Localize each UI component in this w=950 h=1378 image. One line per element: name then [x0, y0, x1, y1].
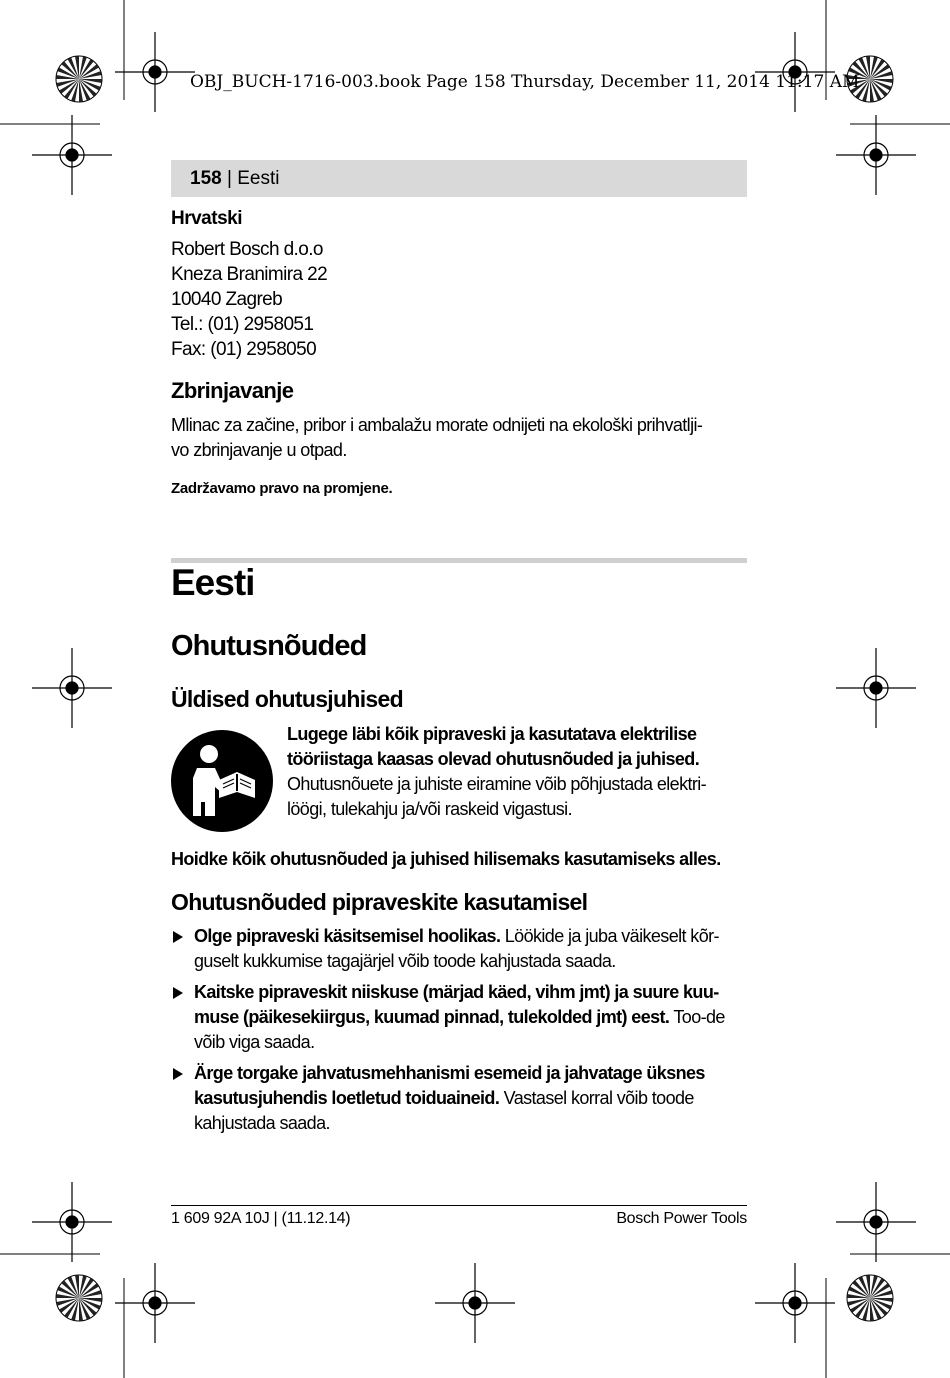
page-header: [190, 168, 279, 190]
crosshair-mark: [115, 32, 195, 112]
crosshair-mark: [435, 1263, 515, 1343]
footer-rule: [171, 1205, 747, 1206]
change-notice: Zadržavamo pravo na promjene.: [171, 480, 393, 497]
warning-line: löögi, tulekahju ja/või raskeid vigastusi.: [287, 799, 572, 819]
list-item: [171, 980, 747, 1055]
address-line: Fax: (01) 2958050: [171, 339, 317, 360]
bullet-triangle-icon: [173, 987, 183, 999]
read-manual-icon: [171, 730, 273, 832]
general-warning-text: [287, 722, 747, 822]
footer-doc-number: 1 609 92A 10J | (11.12.14): [171, 1210, 351, 1227]
safety-heading: Ohutusnõuded: [171, 630, 367, 662]
print-slug: OBJ_BUCH-1716-003.book Page 158 Thursday, December 11, 2014 11:17 AM: [190, 72, 860, 92]
croatia-heading: Hrvatski: [171, 208, 242, 229]
address-line: Kneza Branimira 22: [171, 264, 328, 285]
bullet-text: Vastasel korral võib toode kahjustada saada.: [194, 1088, 694, 1133]
bullet-text: Too-de võib viga saada.: [194, 1007, 725, 1052]
bullet-triangle-icon: [173, 931, 183, 943]
sunburst-mark: [56, 1275, 102, 1321]
address-line: 10040 Zagreb: [171, 289, 283, 310]
bullet-bold: Olge pipraveski käsitsemisel hoolikas.: [194, 926, 501, 946]
bullet-text: Löökide ja juba väikeselt kõr-guselt kukkumise tagajärjel võib toode kahjustada saada.: [194, 926, 719, 971]
crosshair-mark: [32, 1182, 112, 1262]
bullet-bold: Ärge torgake jahvatusmehhanismi esemeid ja jahvatage üksnes kasutusjuhendis loetletud toiduaineid.: [194, 1063, 705, 1108]
sunburst-mark: [847, 1275, 893, 1321]
disposal-text: [171, 413, 747, 463]
disposal-line: vo zbrinjavanje u otpad.: [171, 440, 347, 460]
crosshair-mark: [115, 1263, 195, 1343]
address-line: Tel.: (01) 2958051: [171, 314, 314, 335]
sunburst-mark: [56, 56, 102, 102]
general-safety-heading: Üldised ohutusjuhised: [171, 686, 403, 712]
keep-instructions-note: Hoidke kõik ohutusnõuded ja juhised hilisemaks kasutamiseks alles.: [171, 849, 721, 869]
croatia-address: [171, 237, 327, 362]
crosshair-mark: [32, 648, 112, 728]
crosshair-mark: [32, 115, 112, 195]
disposal-line: Mlinac za začine, pribor i ambalažu morate odnijeti na ekološki prihvatlji-: [171, 415, 703, 435]
address-line: Robert Bosch d.o.o: [171, 239, 323, 260]
crosshair-mark: [836, 648, 916, 728]
disposal-heading: Zbrinjavanje: [171, 378, 294, 403]
list-item: [171, 924, 747, 974]
bullet-bold: Kaitske pipraveskit niiskuse (märjad käed, vihm jmt) ja suure kuu-muse (päikesekiirgus, kuumad pinnad, tulekolded jmt) eest.: [194, 982, 719, 1027]
footer-brand: Bosch Power Tools: [616, 1210, 747, 1227]
warning-bold-line: Lugege läbi kõik pipraveski ja kasutatava elektrilise: [287, 724, 697, 744]
warning-line: Ohutusnõuete ja juhiste eiramine võib põhjustada elektri-: [287, 774, 707, 794]
page-number: 158: [190, 168, 222, 189]
header-separator: |: [226, 168, 232, 189]
crosshair-mark: [755, 1263, 835, 1343]
list-item: [171, 1061, 747, 1136]
usage-safety-heading: Ohutusnõuded pipraveskite kasutamisel: [171, 889, 588, 915]
bullet-triangle-icon: [173, 1068, 183, 1080]
section-rule: [171, 558, 747, 563]
safety-bullet-list: [171, 924, 747, 1142]
crosshair-mark: [836, 115, 916, 195]
crosshair-mark: [836, 1182, 916, 1262]
language-title: Eesti: [171, 562, 255, 603]
warning-bold-line: tööriistaga kaasas olevad ohutusnõuded ja juhised.: [287, 749, 700, 769]
header-section: Eesti: [237, 168, 280, 189]
